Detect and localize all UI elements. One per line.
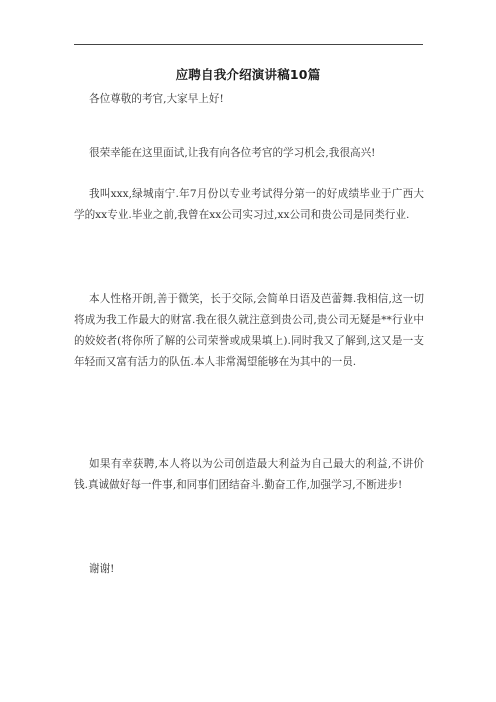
paragraph-personality: 本人性格开朗,善于微笑，长于交际,会简单日语及芭蕾舞.我相信,这一切将成为我工作最大的财富.我在很久就注意到贵公司,贵公司无疑是**行业中的姣姣者(将你所了解的公司荣誉或成果填上).同时我又了解到,这又是一支年轻而又富有活力的队伍.本人非常渴望能够在为其中的一员. — [74, 293, 424, 368]
paragraph-introduction: 我叫xxx,绿城南宁.年7月份以专业考试得分第一的好成绩毕业于广西大学的xx专业.毕业之前,我曾在xx公司实习过,xx公司和贵公司是同类行业. — [74, 188, 424, 221]
paragraph-gratitude: 很荣幸能在这里面试,让我有向各位考官的学习机会,我很高兴! — [89, 147, 376, 159]
paragraph-greeting: 各位尊敬的考官,大家早上好! — [89, 93, 224, 105]
paragraph-commitment: 如果有幸获聘,本人将以为公司创造最大利益为自己最大的利益,不讲价钱.真诚做好每一件事,和同事们团结奋斗.勤奋工作,加强学习,不断进步! — [74, 458, 424, 491]
document-title: 应聘自我介绍演讲稿10篇 — [175, 67, 321, 82]
header-rule — [74, 44, 423, 45]
paragraph-thanks: 谢谢! — [89, 563, 115, 575]
